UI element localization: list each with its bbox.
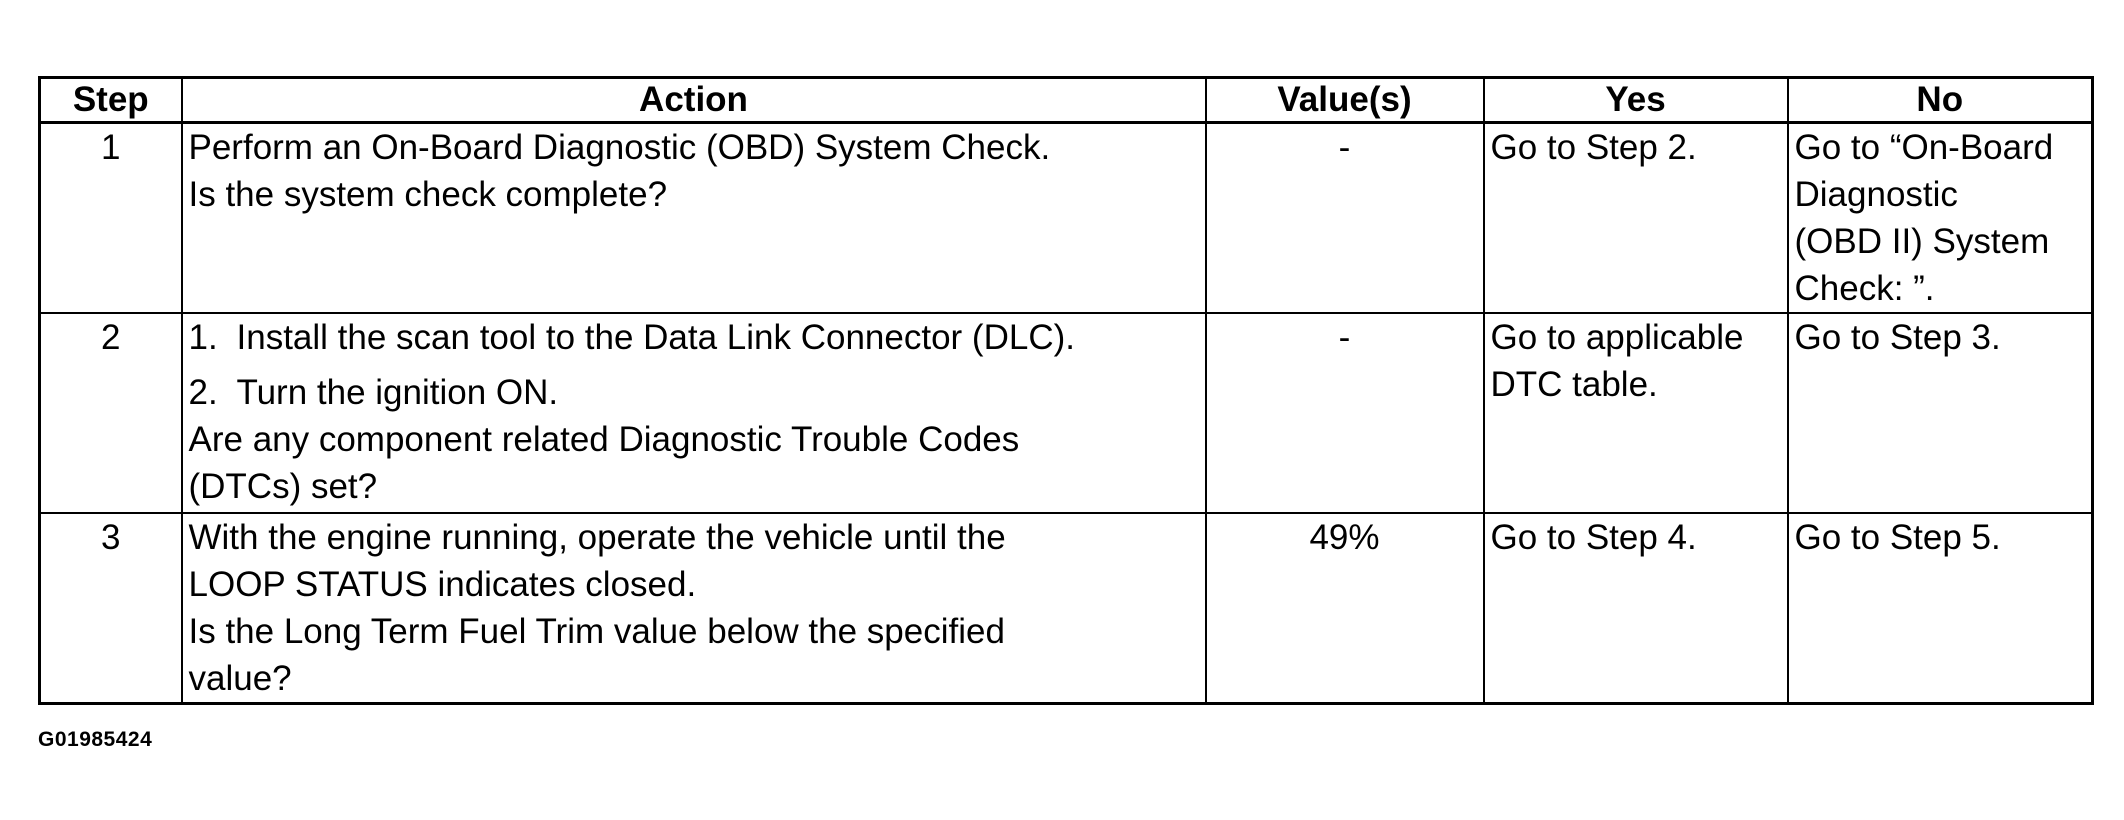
header-action: Action [182, 78, 1206, 123]
no-cell [1788, 513, 2093, 704]
action-cell [182, 313, 1206, 513]
no-line: Diagnostic [1794, 175, 1958, 214]
no-line: Go to “On-Board [1794, 128, 2054, 167]
table-row [40, 513, 2093, 704]
header-no: No [1788, 78, 2093, 123]
no-line: Go to Step 3. [1794, 318, 2001, 357]
list-number: 2. [188, 373, 218, 412]
action-line: Is the Long Term Fuel Trim value below the specified [188, 612, 1005, 651]
step-number: 1 [40, 123, 182, 314]
list-text: Install the scan tool to the Data Link Connector (DLC). [236, 318, 1075, 357]
diagnostic-table-container [38, 76, 2091, 705]
step-number: 3 [40, 513, 182, 704]
action-line: With the engine running, operate the vehicle until the [188, 518, 1006, 557]
no-line: (OBD II) System [1794, 222, 2050, 261]
step-number: 2 [40, 313, 182, 513]
no-line: Go to Step 5. [1794, 518, 2001, 557]
header-yes: Yes [1484, 78, 1788, 123]
action-line: Is the system check complete? [188, 175, 668, 214]
diagnostic-table [38, 76, 2094, 705]
list-number: 1. [188, 318, 218, 357]
yes-line: Go to Step 2. [1490, 128, 1697, 167]
yes-line: Go to Step 4. [1490, 518, 1697, 557]
no-cell [1788, 313, 2093, 513]
table-row [40, 123, 2093, 314]
value-cell: - [1206, 313, 1484, 513]
action-line: Perform an On-Board Diagnostic (OBD) System Check. [188, 128, 1051, 167]
action-list-item [189, 314, 1199, 361]
list-text: Turn the ignition ON. [236, 373, 559, 412]
table-row [40, 313, 2093, 513]
figure-id: G01985424 [38, 728, 153, 751]
header-step: Step [40, 78, 182, 123]
yes-line: Go to applicable [1490, 318, 1744, 357]
action-line: value? [188, 659, 292, 698]
action-line: Are any component related Diagnostic Trouble Codes [188, 420, 1020, 459]
action-cell [182, 513, 1206, 704]
no-cell [1788, 123, 2093, 314]
yes-line: DTC table. [1490, 365, 1658, 404]
action-list-item [189, 369, 1199, 416]
no-line: Check: ”. [1794, 269, 1935, 308]
value-cell: - [1206, 123, 1484, 314]
action-line: (DTCs) set? [188, 467, 378, 506]
header-values: Value(s) [1206, 78, 1484, 123]
value-cell: 49% [1206, 513, 1484, 704]
action-cell [182, 123, 1206, 314]
yes-cell [1484, 513, 1788, 704]
action-line: LOOP STATUS indicates closed. [188, 565, 697, 604]
yes-cell [1484, 313, 1788, 513]
yes-cell [1484, 123, 1788, 314]
table-header-row [40, 78, 2093, 123]
